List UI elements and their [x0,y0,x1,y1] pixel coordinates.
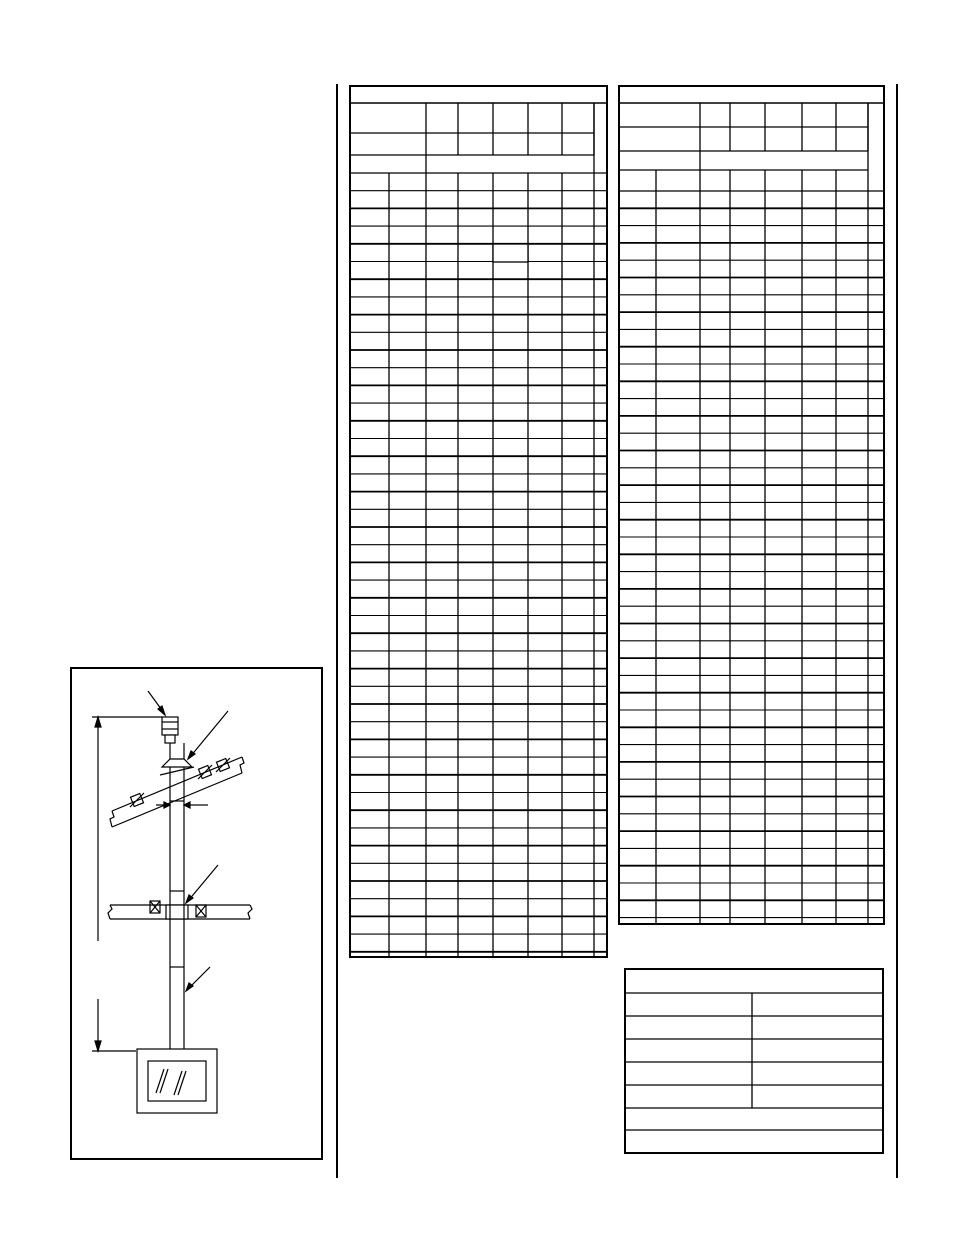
vent-table-right [618,85,885,925]
venting-installation-figure [70,667,323,1160]
vent-table-right-grid [620,87,887,927]
stove-icon [137,1049,217,1113]
highlight-cell [493,244,528,262]
vent-pipe-icon [170,743,184,1049]
termination-cap-icon [162,717,178,743]
vent-table-small-grid [626,970,886,1156]
column-divider-left [336,84,338,1178]
ceiling-firestop-icon [166,905,188,919]
vent-table-left-grid [351,87,610,960]
roof-flashing-icon [160,759,194,775]
venting-diagram [72,669,321,1158]
vent-table-small [624,968,884,1154]
height-dimension-line [92,717,162,1051]
vent-table-left [349,85,608,958]
column-divider-right [896,84,898,1178]
